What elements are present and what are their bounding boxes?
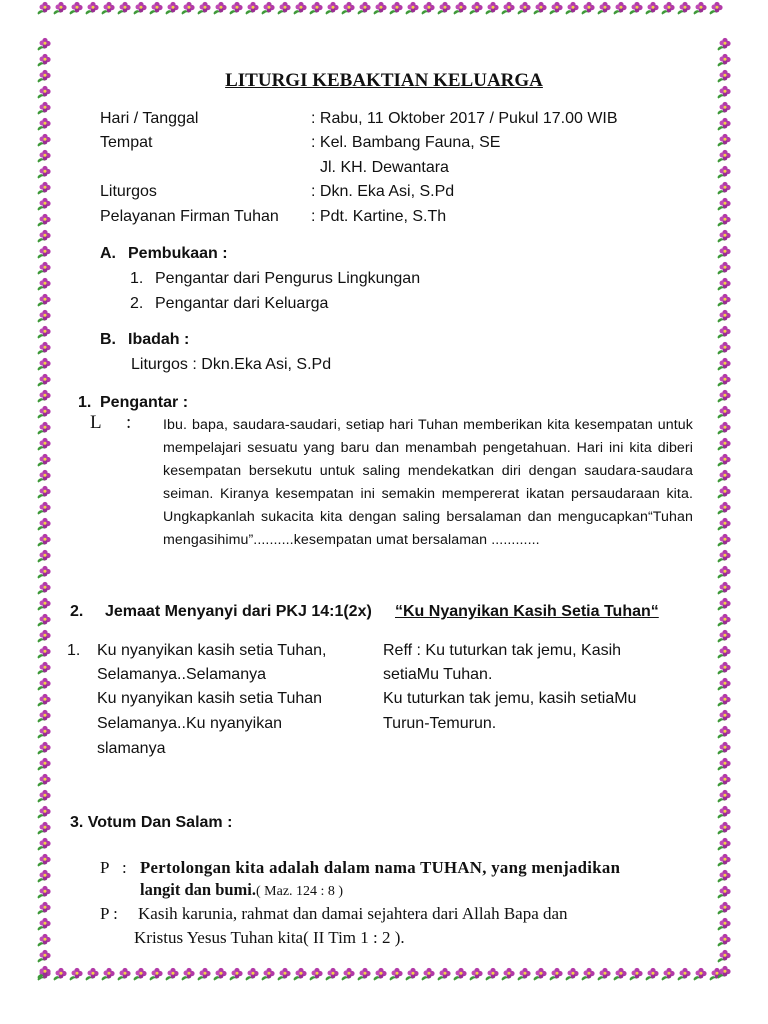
section-b-liturgos: Liturgos : Dkn.Eka Asi, S.Pd xyxy=(131,356,332,373)
section-a-heading: Pembukaan : xyxy=(128,245,228,262)
verse-num: 1. xyxy=(67,642,81,659)
section-a-item-2-num: 2. xyxy=(130,295,144,312)
votum-heading: 3. Votum Dan Salam : xyxy=(70,814,233,831)
votum-p1-colon: : xyxy=(122,858,127,877)
info-label-place: Tempat xyxy=(100,134,153,151)
song-heading: Jemaat Menyanyi dari PKJ 14:1(2x) xyxy=(105,603,372,620)
section-a-item-2: Pengantar dari Keluarga xyxy=(155,295,329,312)
document-title: LITURGI KEBAKTIAN KELUARGA xyxy=(225,70,543,91)
info-label-preacher: Pelayanan Firman Tuhan xyxy=(100,208,279,225)
section-a-item-1: Pengantar dari Pengurus Lingkungan xyxy=(155,270,421,287)
votum-p2-speaker: P : xyxy=(100,904,118,923)
pengantar-speaker: L xyxy=(90,412,102,433)
pengantar-paragraph: Ibu. bapa, saudara-saudari, setiap hari Tuhan memberikan kita kesempatan untuk mempelajari sesuatu yang baru dan menambah pengetahuan. Hari ini kita diberi kesempatan bersekutu untuk saling mendekatkan diri dengan saudara-saudara seiman. Kiranya kesempatan ini semakin mempererat ikatan persaudaraan kita. Ungkapkanlah sukacita kita dengan saling bersalaman dan mengucapkan“Tuhan mengasihimu”..........kesempatan umat bersalaman ............ xyxy=(163,417,693,548)
section-a-item-1-num: 1. xyxy=(130,270,144,287)
votum-p1-line2: langit dan bumi. xyxy=(140,880,256,899)
section-b-marker: B. xyxy=(100,331,116,348)
verse-line: Selamanya..Selamanya xyxy=(97,666,266,683)
section-a-marker: A. xyxy=(100,245,116,262)
verse-line: slamanya xyxy=(97,740,166,757)
pengantar-num: 1. xyxy=(78,394,92,411)
reff-line: Turun-Temurun. xyxy=(383,715,497,732)
reff-line: setiaMu Tuhan. xyxy=(383,666,493,683)
verse-line: Selamanya..Ku nyanyikan xyxy=(97,715,282,732)
verse-line: Ku nyanyikan kasih setia Tuhan, xyxy=(97,642,327,659)
info-value-address: Jl. KH. Dewantara xyxy=(320,159,449,176)
info-value-date: : Rabu, 11 Oktober 2017 / Pukul 17.00 WIB xyxy=(311,110,618,127)
pengantar-heading: Pengantar : xyxy=(100,394,189,411)
verse-line: Ku nyanyikan kasih setia Tuhan xyxy=(97,690,323,707)
votum-p1-speaker: P xyxy=(100,858,110,877)
pengantar-colon: : xyxy=(126,412,132,433)
votum-p1-reference: ( Maz. 124 : 8 ) xyxy=(256,884,344,899)
votum-p2-line2: Kristus Yesus Tuhan kita( II Tim 1 : 2 ). xyxy=(134,928,405,947)
section-b-heading: Ibadah : xyxy=(128,331,190,348)
info-label-date: Hari / Tanggal xyxy=(100,110,199,127)
reff-line: Ku tuturkan tak jemu, kasih setiaMu xyxy=(383,690,637,707)
song-title: “Ku Nyanyikan Kasih Setia Tuhan“ xyxy=(395,603,659,620)
info-value-liturgos: : Dkn. Eka Asi, S.Pd xyxy=(311,183,455,200)
reff-line: Reff : Ku tuturkan tak jemu, Kasih xyxy=(383,642,622,659)
info-value-preacher: : Pdt. Kartine, S.Th xyxy=(311,208,447,225)
info-value-place: : Kel. Bambang Fauna, SE xyxy=(311,134,501,151)
song-num: 2. xyxy=(70,603,84,620)
info-label-liturgos: Liturgos xyxy=(100,183,157,200)
votum-p2-line1: Kasih karunia, rahmat dan damai sejahtera dari Allah Bapa dan xyxy=(138,904,568,923)
votum-p1-line1: Pertolongan kita adalah dalam nama TUHAN, yang menjadikan xyxy=(140,858,621,877)
